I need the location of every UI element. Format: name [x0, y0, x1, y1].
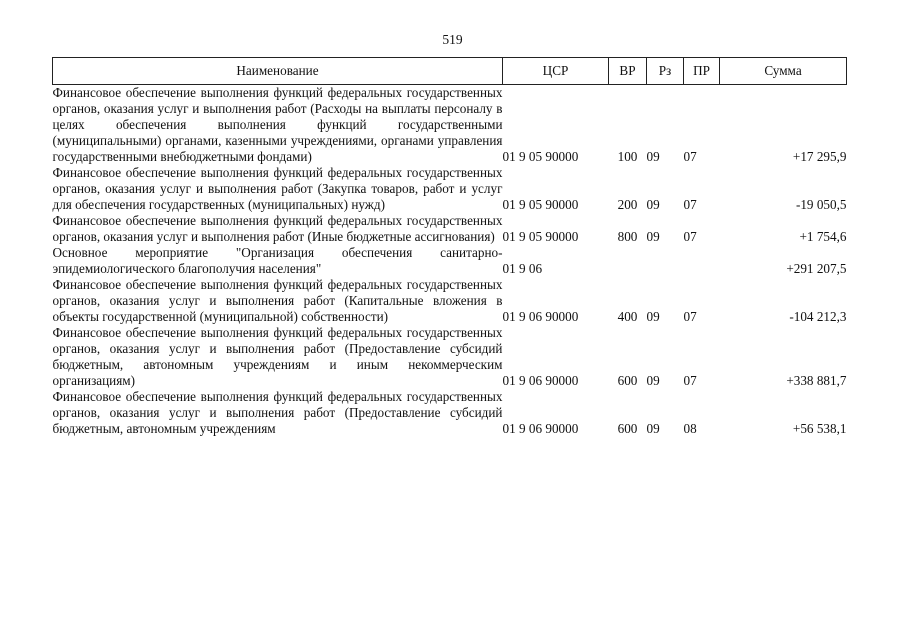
row-csr: 01 9 06 90000 — [502, 373, 579, 388]
row-sum: -19 050,5 — [795, 197, 847, 212]
row-sum: +338 881,7 — [786, 373, 847, 388]
row-csr: 01 9 05 90000 — [502, 197, 579, 212]
table-row — [53, 165, 847, 213]
table-row — [53, 85, 847, 166]
table-header — [53, 58, 847, 85]
table-body — [53, 85, 847, 438]
row-csr: 01 9 06 90000 — [502, 309, 579, 324]
row-name: Финансовое обеспечение выполнения функций федеральных государственных органов, оказания услуг и выполнения работ (Предоставление субсидий бюджетным, автономным учреждениям — [52, 389, 503, 436]
row-sum: -104 212,3 — [789, 309, 847, 324]
row-name: Финансовое обеспечение выполнения функций федеральных государственных органов, оказания услуг и выполнения работ (Капитальные вложения в объекты государственной (муниципальной) собственности) — [52, 277, 503, 324]
row-pr: 08 — [683, 421, 697, 436]
row-name: Финансовое обеспечение выполнения функций федеральных государственных органов, оказания услуг и выполнения работ (Расходы на выплаты персоналу в целях обеспечения выполнения функций государственными (муниципальными) органами, казенными учреждениями, органами управления государственными внебюджетными фондами) — [52, 85, 503, 164]
table-row — [53, 245, 847, 277]
row-sum: +56 538,1 — [792, 421, 847, 436]
row-rz: 09 — [646, 421, 660, 436]
header-row — [53, 58, 847, 85]
row-name: Финансовое обеспечение выполнения функций федеральных государственных органов, оказания услуг и выполнения работ (Иные бюджетные ассигнования) — [52, 213, 503, 244]
row-sum: +17 295,9 — [792, 149, 847, 164]
budget-table — [52, 57, 847, 437]
row-sum: +291 207,5 — [786, 261, 847, 276]
header-name: Наименование — [53, 58, 503, 85]
header-csr: ЦСР — [503, 58, 609, 85]
row-sum: +1 754,6 — [799, 229, 847, 244]
row-rz: 09 — [646, 229, 660, 244]
row-pr: 07 — [683, 309, 697, 324]
row-pr: 07 — [683, 229, 697, 244]
row-pr — [684, 245, 720, 277]
row-pr: 07 — [683, 149, 697, 164]
row-csr: 01 9 05 90000 — [502, 229, 579, 244]
row-vr — [609, 245, 647, 277]
header-sum: Сумма — [720, 58, 847, 85]
header-pr: ПР — [684, 58, 720, 85]
header-vr: ВР — [609, 58, 647, 85]
row-rz — [647, 245, 684, 277]
row-vr: 600 — [617, 373, 638, 388]
table-row — [53, 277, 847, 325]
header-rz: Рз — [647, 58, 684, 85]
row-name: Финансовое обеспечение выполнения функций федеральных государственных органов, оказания услуг и выполнения работ (Предоставление субсидий бюджетным, автономным учреждениям и иным некоммерческим организациям) — [52, 325, 503, 388]
table-row — [53, 389, 847, 437]
page-number: 519 — [442, 32, 463, 47]
row-csr: 01 9 06 90000 — [502, 421, 579, 436]
row-csr: 01 9 06 — [502, 261, 543, 276]
table-row — [53, 325, 847, 389]
row-vr: 400 — [617, 309, 638, 324]
row-rz: 09 — [646, 373, 660, 388]
row-vr: 800 — [617, 229, 638, 244]
row-pr: 07 — [683, 197, 697, 212]
row-rz: 09 — [646, 197, 660, 212]
row-vr: 100 — [617, 149, 638, 164]
row-vr: 600 — [617, 421, 638, 436]
table-row — [53, 213, 847, 245]
row-name: Основное мероприятие "Организация обеспечения санитарно-эпидемиологического благополучия населения" — [52, 245, 503, 276]
row-pr: 07 — [683, 373, 697, 388]
row-csr: 01 9 05 90000 — [502, 149, 579, 164]
row-rz: 09 — [646, 309, 660, 324]
row-vr: 200 — [617, 197, 638, 212]
row-rz: 09 — [646, 149, 660, 164]
row-name: Финансовое обеспечение выполнения функций федеральных государственных органов, оказания услуг и выполнения работ (Закупка товаров, работ и услуг для обеспечения государственных (муниципальных) нужд) — [52, 165, 503, 212]
